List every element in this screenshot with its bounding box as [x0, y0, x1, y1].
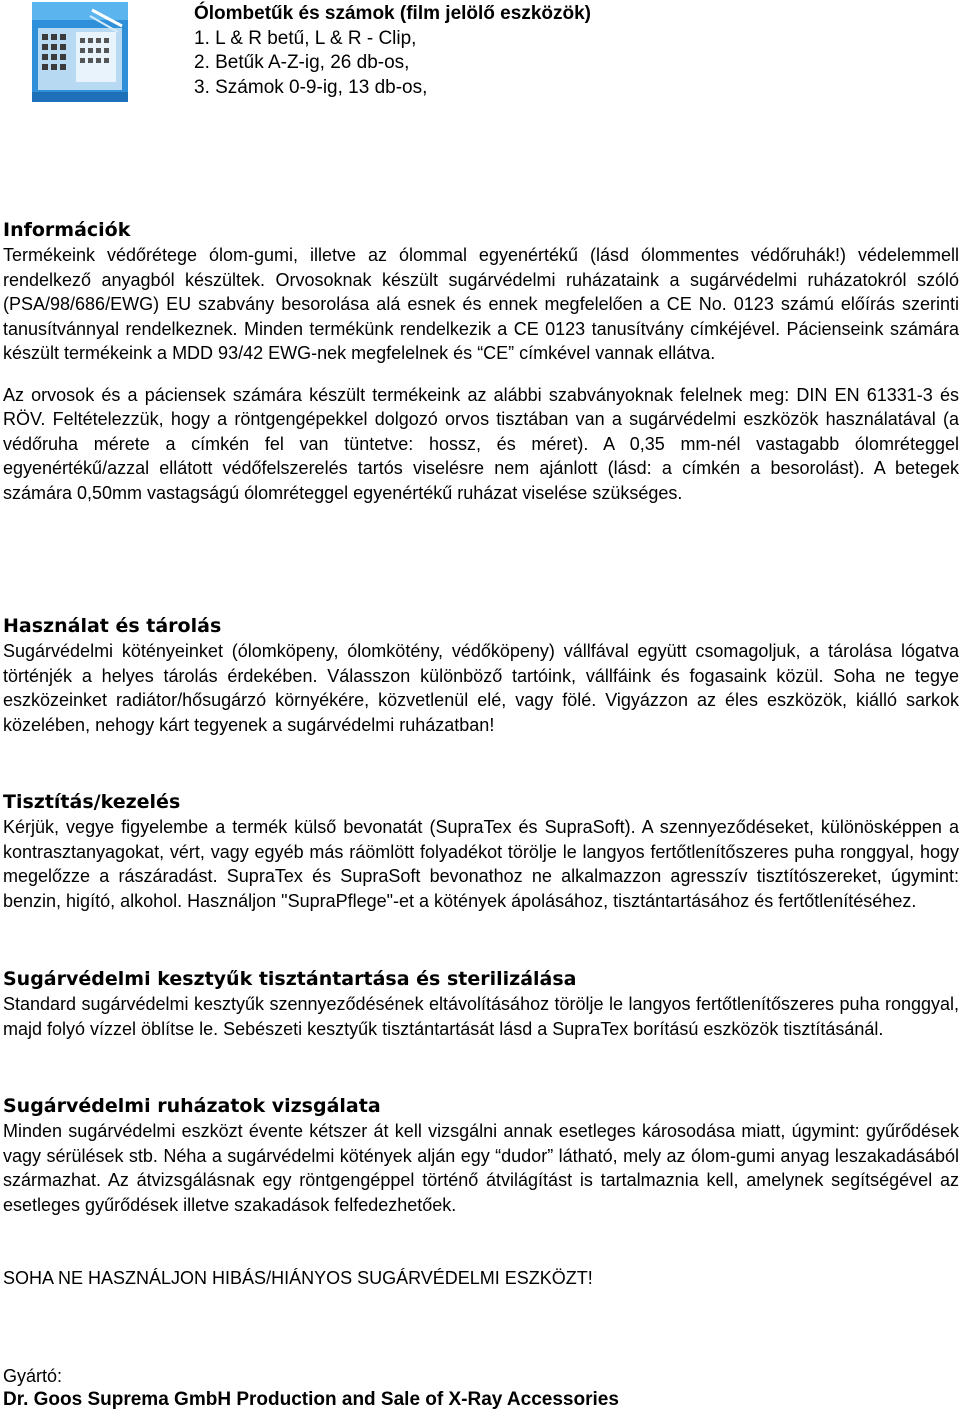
section-heading: Sugárvédelmi kesztyűk tisztántartása és sterilizálása — [3, 968, 577, 990]
section-heading: Információk — [3, 219, 131, 241]
section-paragraph: Termékeink védőrétege ólom-gumi, illetve az ólommal egyenértékű (lásd ólommentes védőruhák!) védelemmell rendelkező anyagból készültek. Orvosoknak készült sugárvédelmi ruházataink a sugárvédelmi ruházatokról szóló (PSA/98/686/EWG) EU szabvány besorolása alá esnek és ennek megfelelően a CE No. 0123 számú előírás szerinti tanusítvánnyal rendelkeznek. Minden termékünk rendelkezik a CE 0123 tanusítvány címkéjével. Pácienseink számára készült termékeink a MDD 93/42 EWG-nek megfelelnek és “CE” címkével vannak ellátva. — [3, 245, 959, 363]
section-heading: Tisztítás/kezelés — [3, 791, 181, 813]
section-paragraph: Az orvosok és a páciensek számára készült termékeink az alábbi szabványoknak felelnek meg: DIN EN 61331-3 és RÖV. Feltételezzük, hogy a röntgengépekkel dolgozó orvos tisztában van a sugárvédelmi eszközök használatával (a védőruha mérete a címkén fel van tüntetve: hossz, és méret). A 0,35 mm-nél vastagabb ólomréteggel egyenértékű/azzal ellátott védőfelszerelés tartós viselésre nem ajánlott (lásd: a címkén a besorolást). A betegek számára 0,50mm vastagságú ólomréteggel egyenértékű ruházat viselése szükséges. — [3, 384, 959, 503]
manufacturer-name: Dr. Goos Suprema GmbH Production and Sale of X-Ray Accessories — [3, 1389, 619, 1410]
section-informaciok — [3, 218, 959, 505]
lead-markers-photo-icon — [32, 2, 128, 102]
section-paragraph: Standard sugárvédelmi kesztyűk szennyeződésének eltávolításához törölje le langyos fertőtlenítőszeres puha ronggyal, majd folyó vízzel öblítse le. Sebészeti kesztyűk tisztántartását lásd a SupraTex borítású eszközök tisztításánál. — [3, 994, 959, 1039]
section-heading: Sugárvédelmi ruházatok vizsgálata — [3, 1095, 381, 1117]
section-heading: Használat és tárolás — [3, 615, 222, 637]
product-item: 3. Számok 0-9-ig, 13 db-os, — [194, 76, 428, 98]
warning-text: SOHA NE HASZNÁLJON HIBÁS/HIÁNYOS SUGÁRVÉDELMI ESZKÖZT! — [3, 1268, 593, 1288]
section-paragraph: Sugárvédelmi kötényeinket (ólomköpeny, ólomkötény, védőköpeny) vállfával együtt csomagoljuk, a tárolása lógatva történjék a helyes tárolás érdekében. Válasszon különböző tartóink, vállfáink és fogasaink közül. Soha ne tegye eszközeinket radiátor/hősugárzó környékére, közvetlenül elé, vagy fölé. Vigyázzon az éles eszközök, kiálló sarkok közelében, nehogy kárt tegyenek a sugárvédelmi ruházatban! — [3, 641, 959, 735]
product-title: Ólombetűk és számok (film jelölő eszközök) — [194, 3, 591, 24]
section-kesztyuk — [3, 967, 959, 1041]
section-tisztitas — [3, 790, 959, 913]
product-item: 1. L & R betű, L & R - Clip, — [194, 27, 417, 49]
section-paragraph: Minden sugárvédelmi eszközt évente kétszer át kell vizsgálni annak esetleges károsodása miatt, úgymint: gyűrődések vagy sérülések stb. Néha a sugárvédelmi kötények alján egy “dudor” látható, mely az ólom-gumi anyag leszakadásából származhat. Az átvizsgálásnak egy röntgengéppel történő átvilágítást is tartalmaznia kell, amelynek segítségével az esetleges gyűrődések illetve szakadások felfedezhetőek. — [3, 1121, 959, 1215]
manufacturer — [3, 1364, 619, 1412]
section-paragraph: Kérjük, vegye figyelembe a termék külső bevonatát (SupraTex és SupraSoft). A szennyeződéseket, különösképpen a kontrasztanyagokat, vért, vagy egyéb más ráömlött folyadékot törölje le langyos fertőtlenítőszeres puha ronggyal, hogy megelőzze a rászáradást. SupraTex és SupraSoft bevonathoz ne alkalmazzon agresszív tisztítószereket, úgymint: benzin, higító, alkohol. Használjon "SupraPflege"-et a kötények ápolásához, tisztántartásához és fertőtlenítéséhez. — [3, 817, 959, 911]
section-hasznalat — [3, 614, 959, 737]
section-vizsgalat — [3, 1094, 959, 1217]
manufacturer-label: Gyártó: — [3, 1366, 63, 1386]
product-info — [194, 2, 591, 100]
product-item: 2. Betűk A-Z-ig, 26 db-os, — [194, 52, 410, 73]
